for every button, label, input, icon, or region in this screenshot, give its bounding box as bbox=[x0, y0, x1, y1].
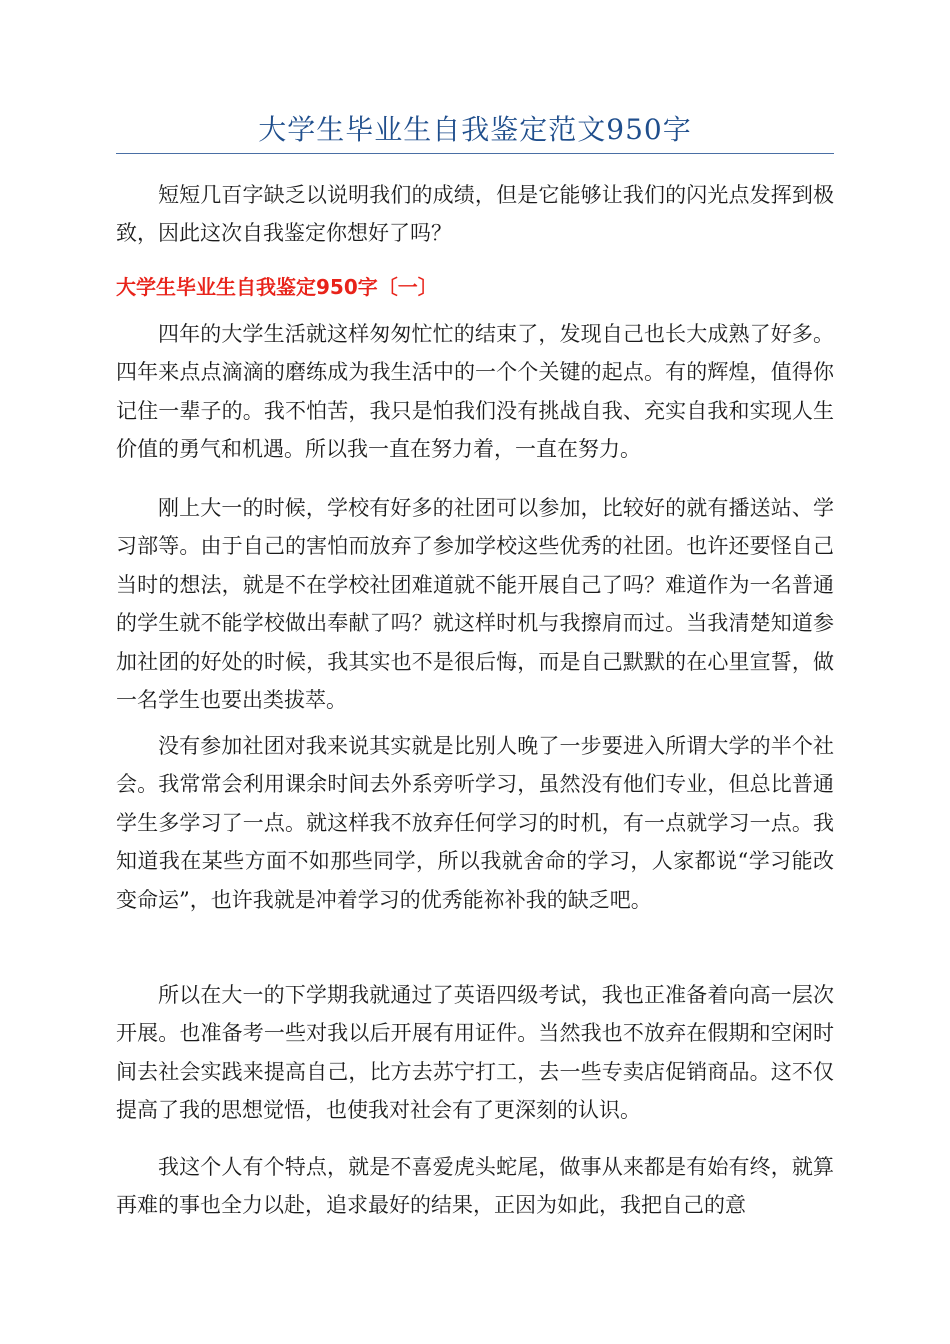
body-paragraph-1: 四年的大学生活就这样匆匆忙忙的结束了，发现自己也长大成熟了好多。四年来点点滴滴的磨练成为我生活中的一个个关键的起点。有的辉煌，值得你记住一辈子的。我不怕苦，我只是怕我们没有挑战自我、充实自我和实现人生价值的勇气和机遇。所以我一直在努力着，一直在努力。 bbox=[116, 322, 834, 462]
body-paragraph-3: 没有参加社团对我来说其实就是比别人晚了一步要进入所谓大学的半个社会。我常常会利用课余时间去外系旁听学习，虽然没有他们专业，但总比普通学生多学习了一点。就这样我不放弃任何学习的时机，有一点就学习一点。我知道我在某些方面不如那些同学，所以我就舍命的学习，人家都说“学习能改变命运”，也许我就是冲着学习的优秀能祢补我的缺乏吧。 bbox=[116, 734, 834, 912]
body-paragraph-2: 刚上大一的时候，学校有好多的社团可以参加，比较好的就有播送站、学习部等。由于自己的害怕而放弃了参加学校这些优秀的社团。也许还要怪自己当时的想法，就是不在学校社团难道就不能开展自己了吗？难道作为一名普通的学生就不能学校做出奉献了吗？就这样时机与我擦肩而过。当我清楚知道参加社团的好处的时候，我其实也不是很后悔，而是自己默默的在心里宣誓，做一名学生也要出类拔萃。 bbox=[116, 496, 834, 713]
intro-paragraph: 短短几百字缺乏以说明我们的成绩，但是它能够让我们的闪光点发挥到极致，因此这次自我鉴定你想好了吗？ bbox=[116, 183, 834, 246]
title-underline-divider bbox=[116, 153, 834, 154]
body-paragraph-4: 所以在大一的下学期我就通过了英语四级考试，我也正准备着向高一层次开展。也准备考一些对我以后开展有用证件。当然我也不放弃在假期和空闲时间去社会实践来提高自己，比方去苏宁打工，去一些专卖店促销商品。这不仅提高了我的思想觉悟，也使我对社会有了更深刻的认识。 bbox=[116, 983, 834, 1123]
body-paragraph-5: 我这个人有个特点，就是不喜爱虎头蛇尾，做事从来都是有始有终，就算再难的事也全力以赴，追求最好的结果，正因为如此，我把自己的意 bbox=[116, 1155, 834, 1218]
document-title: 大学生毕业生自我鉴定范文950字 bbox=[258, 113, 692, 146]
section-heading: 大学生毕业生自我鉴定950字〔一〕 bbox=[116, 275, 438, 299]
